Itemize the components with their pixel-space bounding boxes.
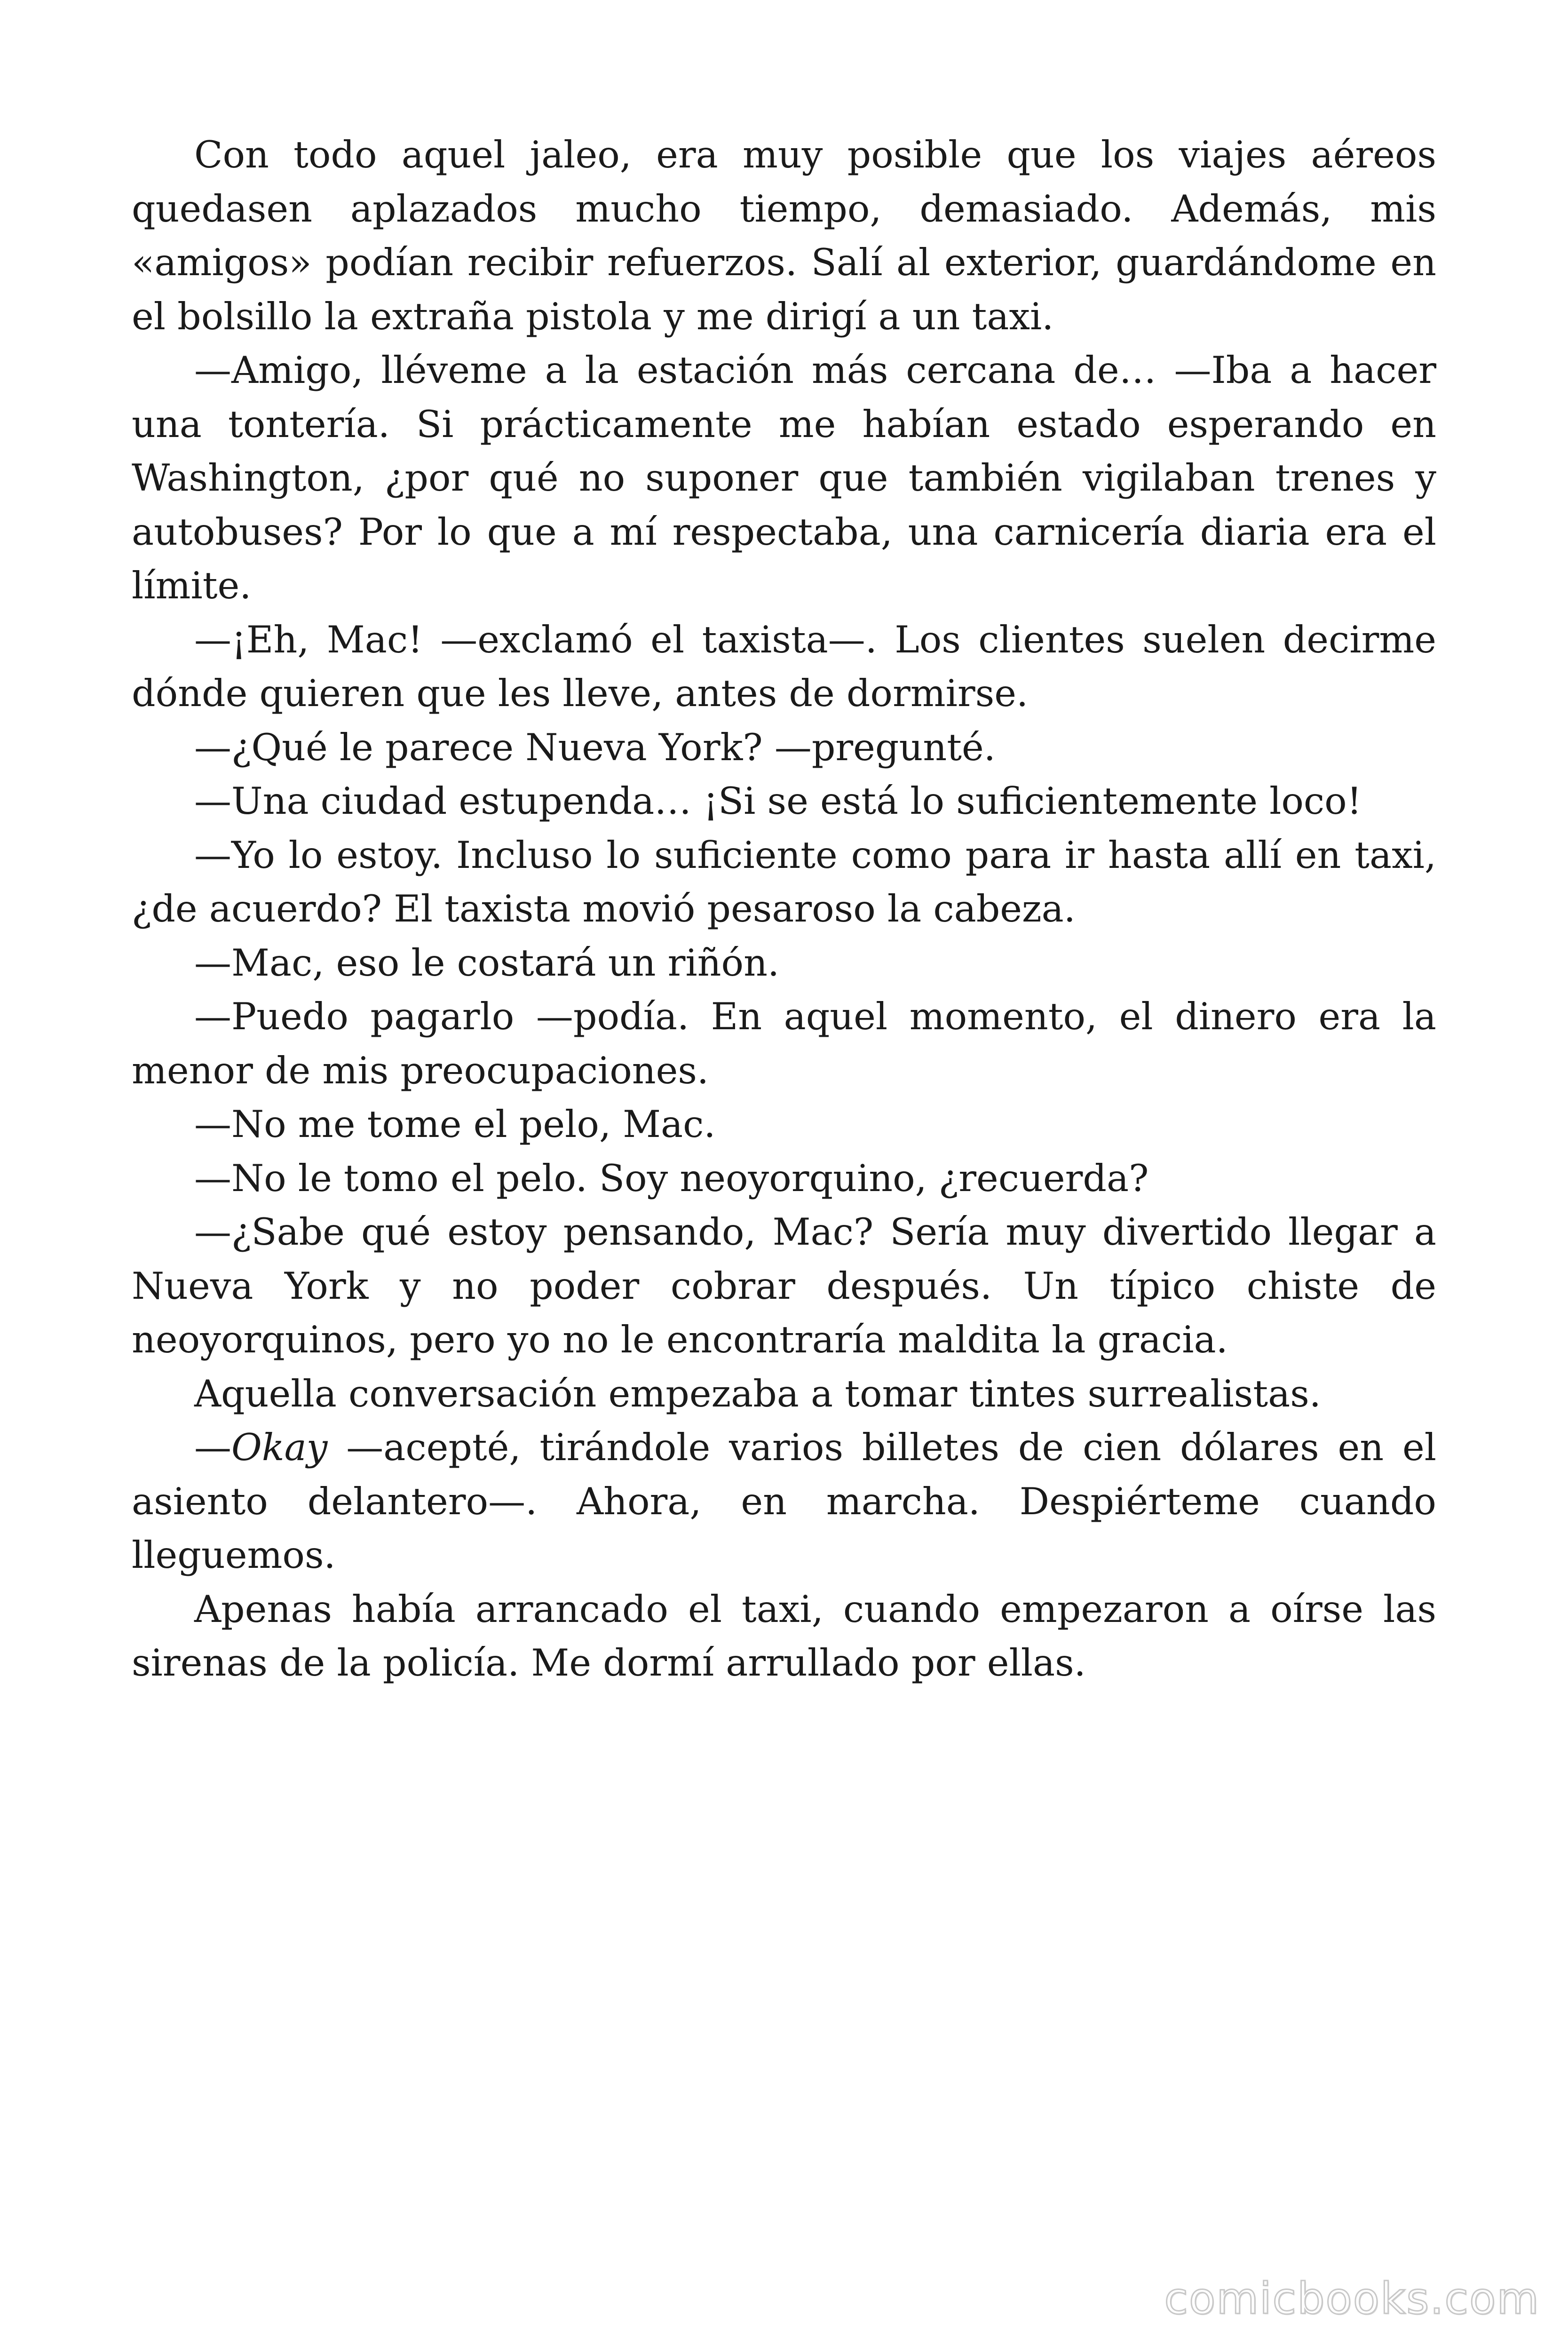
paragraph: —No le tomo el pelo. Soy neoyorquino, ¿recuerda?	[194, 1156, 1149, 1200]
paragraph: —Puedo pagarlo —podía. En aquel momento, el dinero era la menor de mis preocupaciones.	[132, 995, 1436, 1092]
paragraph: —Yo lo estoy. Incluso lo suficiente como para ir hasta allí en taxi, ¿de acuerdo? El taxista movió pesaroso la cabeza.	[132, 833, 1436, 930]
paragraph: Con todo aquel jaleo, era muy posible que los viajes aéreos quedasen aplazados mucho tiempo, demasiado. Además, mis «amigos» podían recibir refuerzos. Salí al exterior, guardándome en el bolsillo la extraña pistola y me dirigí a un taxi.	[132, 133, 1436, 338]
okay-italic-word: Okay	[231, 1426, 328, 1469]
okay-rest: —acepté, tirándole varios billetes de cien dólares en el asiento delantero—. Ahora, en marcha. Despiérteme cuando lleguemos.	[132, 1426, 1436, 1577]
paragraph: —Amigo, lléveme a la estación más cercana de… —Iba a hacer una tontería. Si prácticamente me habían estado esperando en Washington, ¿por qué no suponer que también vigilaban trenes y autobuses? Por lo que a mí respectaba, una carnicería diaria era el límite.	[132, 349, 1436, 607]
paragraph: —¿Sabe qué estoy pensando, Mac? Sería muy divertido llegar a Nueva York y no poder cobrar después. Un típico chiste de neoyorquinos, pero yo no le encontraría maldita la gracia.	[132, 1210, 1436, 1361]
paragraph: —Mac, eso le costará un riñón.	[194, 941, 780, 985]
paragraph-okay	[132, 1421, 1436, 1582]
paragraph: —¿Qué le parece Nueva York? —pregunté.	[194, 725, 996, 769]
paragraph: Aquella conversación empezaba a tomar tintes surrealistas.	[194, 1372, 1321, 1415]
paragraph: —Una ciudad estupenda… ¡Si se está lo suficientemente loco!	[194, 779, 1362, 823]
paragraph: —No me tome el pelo, Mac.	[194, 1103, 716, 1146]
okay-dash: —	[194, 1426, 231, 1469]
page-body	[132, 128, 1436, 1690]
paragraph-final: Apenas había arrancado el taxi, cuando empezaron a oírse las sirenas de la policía. Me dormí arrullado por ellas.	[132, 1587, 1436, 1685]
paragraph: —¡Eh, Mac! —exclamó el taxista—. Los clientes suelen decirme dónde quieren que les lleve, antes de dormirse.	[132, 618, 1436, 715]
watermark-logo: comicbooks.com	[1164, 2273, 1540, 2324]
